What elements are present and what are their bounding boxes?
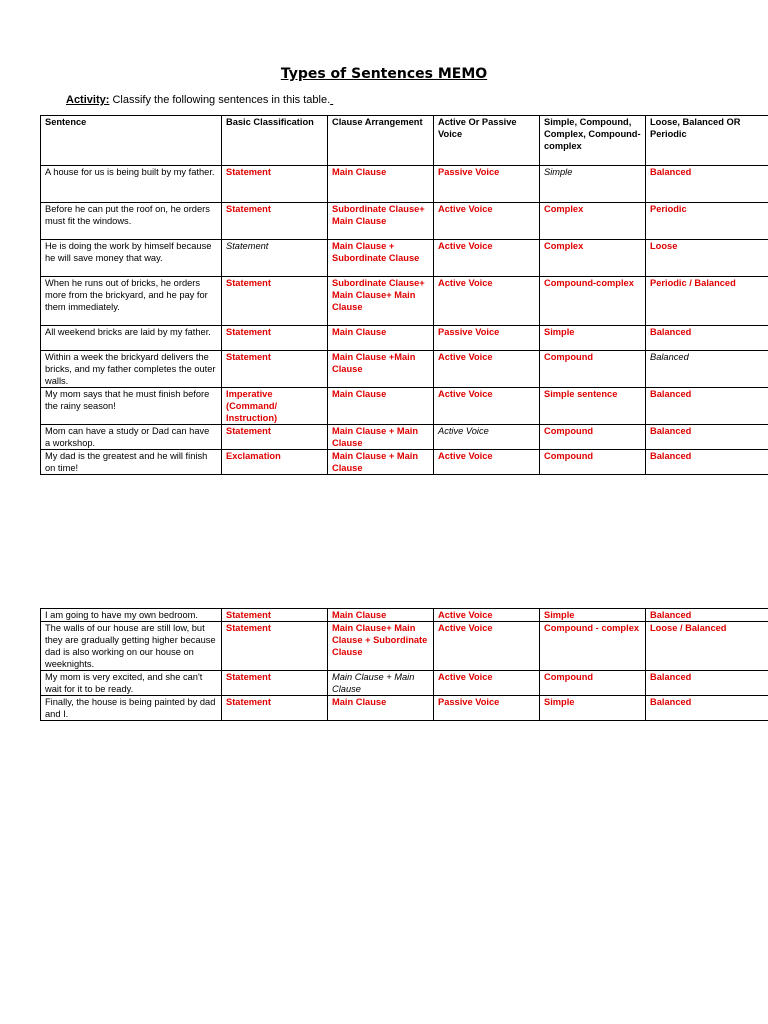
- answer-cell: Active Voice: [434, 425, 540, 450]
- answer-cell: Main Clause + Main Clause: [328, 425, 434, 450]
- column-header: Loose, Balanced OR Periodic: [646, 116, 768, 166]
- answer-cell: Compound: [540, 450, 646, 475]
- table-row: [41, 450, 768, 475]
- answer-cell: Active Voice: [434, 609, 540, 622]
- answer-cell: Main Clause: [328, 609, 434, 622]
- answer-cell: Passive Voice: [434, 166, 540, 203]
- answer-cell: Simple sentence: [540, 388, 646, 425]
- column-header: Sentence: [41, 116, 222, 166]
- table-row: [41, 696, 768, 721]
- table-row: [41, 609, 768, 622]
- table-row: [41, 326, 768, 351]
- sentence-cell: He is doing the work by himself because he will save money that way.: [41, 240, 222, 277]
- continuation-table: [40, 608, 768, 721]
- answer-cell: Main Clause +Main Clause: [328, 351, 434, 388]
- answer-cell: Balanced: [646, 450, 768, 475]
- answer-cell: Balanced: [646, 326, 768, 351]
- answer-cell: Main Clause + Main Clause: [328, 450, 434, 475]
- answer-cell: Active Voice: [434, 388, 540, 425]
- answer-cell: Compound-complex: [540, 277, 646, 326]
- answer-cell: Main Clause: [328, 326, 434, 351]
- answer-cell: Statement: [222, 622, 328, 671]
- answer-cell: Balanced: [646, 166, 768, 203]
- answer-cell: Simple: [540, 326, 646, 351]
- answer-cell: Main Clause: [328, 166, 434, 203]
- answer-cell: Statement: [222, 671, 328, 696]
- column-header: Basic Classification: [222, 116, 328, 166]
- sentence-cell: When he runs out of bricks, he orders more from the brickyard, and he pay for them immediately.: [41, 277, 222, 326]
- sentence-cell: I am going to have my own bedroom.: [41, 609, 222, 622]
- answer-cell: Loose / Balanced: [646, 622, 768, 671]
- answer-cell: Balanced: [646, 351, 768, 388]
- table-row: [41, 240, 768, 277]
- answer-cell: Compound: [540, 671, 646, 696]
- answer-cell: Exclamation: [222, 450, 328, 475]
- answer-cell: Statement: [222, 425, 328, 450]
- sentence-cell: Before he can put the roof on, he orders must fit the windows.: [41, 203, 222, 240]
- activity-text: Classify the following sentences in this table.: [109, 94, 331, 106]
- column-header: Simple, Compound, Complex, Compound-complex: [540, 116, 646, 166]
- answer-cell: Statement: [222, 240, 328, 277]
- answer-cell: Main Clause + Main Clause: [328, 671, 434, 696]
- answer-cell: Periodic / Balanced: [646, 277, 768, 326]
- answer-cell: Active Voice: [434, 671, 540, 696]
- answer-cell: Compound: [540, 425, 646, 450]
- sentence-cell: A house for us is being built by my father.: [41, 166, 222, 203]
- answer-cell: Passive Voice: [434, 326, 540, 351]
- answer-cell: Simple: [540, 696, 646, 721]
- answer-cell: Compound: [540, 351, 646, 388]
- page-title: Types of Sentences MEMO: [280, 66, 488, 82]
- answer-cell: Periodic: [646, 203, 768, 240]
- classification-table-body: [41, 116, 768, 475]
- answer-cell: Compound - complex: [540, 622, 646, 671]
- answer-cell: Statement: [222, 326, 328, 351]
- answer-cell: Statement: [222, 277, 328, 326]
- answer-cell: Balanced: [646, 425, 768, 450]
- answer-cell: Simple: [540, 609, 646, 622]
- answer-cell: Main Clause+ Main Clause + Subordinate Clause: [328, 622, 434, 671]
- answer-cell: Subordinate Clause+ Main Clause+ Main Clause: [328, 277, 434, 326]
- answer-cell: Active Voice: [434, 240, 540, 277]
- table-row: [41, 166, 768, 203]
- sentence-cell: My mom says that he must finish before the rainy season!: [41, 388, 222, 425]
- activity-underline-tail: [330, 94, 333, 106]
- answer-cell: Active Voice: [434, 351, 540, 388]
- table-row: [41, 671, 768, 696]
- answer-cell: Statement: [222, 203, 328, 240]
- sentence-cell: The walls of our house are still low, but they are gradually getting higher because dad is also working on our house on weeknights.: [41, 622, 222, 671]
- answer-cell: Active Voice: [434, 622, 540, 671]
- answer-cell: Main Clause: [328, 696, 434, 721]
- answer-cell: Statement: [222, 696, 328, 721]
- answer-cell: Active Voice: [434, 203, 540, 240]
- activity-label: Activity:: [66, 94, 110, 106]
- sentence-cell: Finally, the house is being painted by dad and I.: [41, 696, 222, 721]
- answer-cell: Loose: [646, 240, 768, 277]
- answer-cell: Complex: [540, 240, 646, 277]
- table-row: [41, 203, 768, 240]
- answer-cell: Balanced: [646, 609, 768, 622]
- sentence-cell: My mom is very excited, and she can't wait for it to be ready.: [41, 671, 222, 696]
- activity-instruction: [66, 94, 333, 106]
- table-row: [41, 425, 768, 450]
- answer-cell: Balanced: [646, 388, 768, 425]
- answer-cell: Balanced: [646, 671, 768, 696]
- continuation-table-body: [41, 609, 768, 721]
- answer-cell: Balanced: [646, 696, 768, 721]
- answer-cell: Statement: [222, 609, 328, 622]
- column-header: Active Or Passive Voice: [434, 116, 540, 166]
- answer-cell: Active Voice: [434, 277, 540, 326]
- sentence-cell: Within a week the brickyard delivers the bricks, and my father completes the outer walls.: [41, 351, 222, 388]
- table-row: [41, 277, 768, 326]
- table-row: [41, 388, 768, 425]
- sentence-cell: Mom can have a study or Dad can have a workshop.: [41, 425, 222, 450]
- answer-cell: Main Clause + Subordinate Clause: [328, 240, 434, 277]
- answer-cell: Imperative (Command/ Instruction): [222, 388, 328, 425]
- answer-cell: Complex: [540, 203, 646, 240]
- answer-cell: Statement: [222, 351, 328, 388]
- answer-cell: Passive Voice: [434, 696, 540, 721]
- answer-cell: Simple: [540, 166, 646, 203]
- sentence-cell: My dad is the greatest and he will finish on time!: [41, 450, 222, 475]
- answer-cell: Active Voice: [434, 450, 540, 475]
- table-row: [41, 351, 768, 388]
- answer-cell: Subordinate Clause+ Main Clause: [328, 203, 434, 240]
- answer-cell: Statement: [222, 166, 328, 203]
- header-row: [41, 116, 768, 166]
- column-header: Clause Arrangement: [328, 116, 434, 166]
- classification-table: [40, 115, 768, 475]
- answer-cell: Main Clause: [328, 388, 434, 425]
- table-row: [41, 622, 768, 671]
- sentence-cell: All weekend bricks are laid by my father.: [41, 326, 222, 351]
